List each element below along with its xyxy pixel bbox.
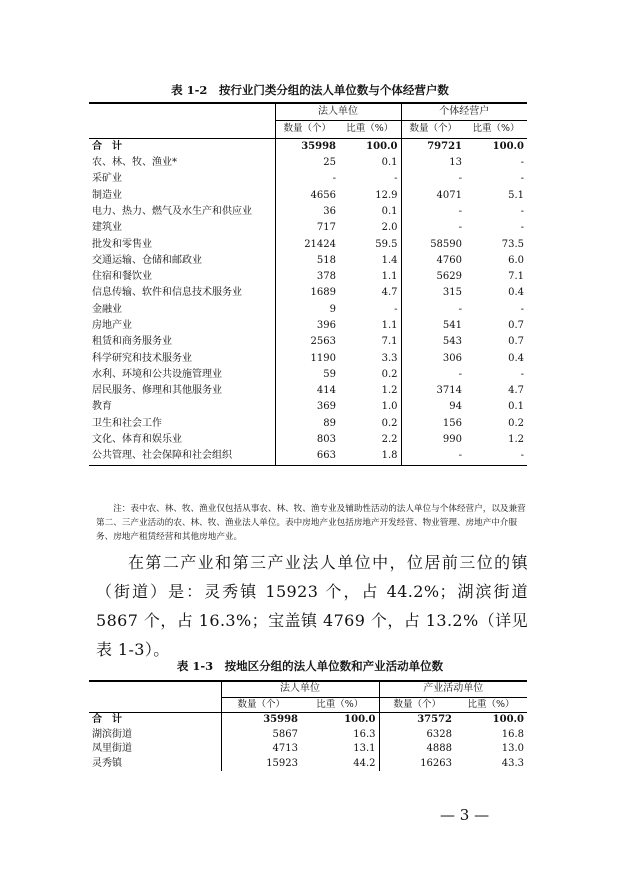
cell-value: 3.3 <box>339 350 401 366</box>
cell-value: 12.9 <box>339 187 401 203</box>
cell-value: 0.2 <box>508 417 524 429</box>
cell-value: 378 <box>316 271 336 283</box>
cell-value: 7.1 <box>508 271 524 283</box>
cell-value: 0.7 <box>508 336 524 348</box>
body-paragraph: 在第二产业和第三产业法人单位中，位居前三位的镇（街道）是：灵秀镇 15923 个，占 44.2%；湖滨街道 5867 个，占 16.3%；宝盖镇 4769 个，占 13.2%（详见表 1-3）。 <box>96 553 528 659</box>
corner-cell <box>89 121 275 138</box>
cell-value: 369 <box>316 401 336 413</box>
sub-header-count: 数量（个） <box>283 123 331 135</box>
cell-value: 663 <box>275 448 339 465</box>
row-label: 建筑业 <box>89 220 275 236</box>
group-header-individual: 个体经营户 <box>401 103 527 121</box>
cell-value: 16.8 <box>501 728 524 740</box>
row-label: 公共管理、社会保障和社会组织 <box>89 448 275 465</box>
cell-value: 990 <box>442 434 462 446</box>
table-row <box>89 285 527 301</box>
cell-value: 16263 <box>420 757 452 769</box>
row-label: 住宿和餐饮业 <box>89 269 275 285</box>
cell-value: 518 <box>316 254 336 266</box>
table-row <box>89 334 527 350</box>
cell-value: - <box>520 205 524 217</box>
cell-value: 58590 <box>430 238 462 250</box>
cell-value: 1190 <box>310 352 336 364</box>
cell-value: 35998 <box>221 713 301 728</box>
table-row <box>89 448 527 465</box>
cell-value: - <box>520 157 524 169</box>
row-label: 合 计 <box>89 138 275 155</box>
cell-value: 4071 <box>436 189 462 201</box>
cell-value: 4713 <box>272 743 298 755</box>
table-row <box>89 383 527 399</box>
table-row <box>89 432 527 448</box>
cell-value: 1.4 <box>339 253 401 269</box>
row-label: 信息传输、软件和信息技术服务业 <box>89 285 275 301</box>
row-label: 租赁和商务服务业 <box>89 334 275 350</box>
cell-value: 414 <box>316 385 336 397</box>
cell-value: 2563 <box>310 336 336 348</box>
cell-value: 44.2 <box>301 757 379 772</box>
table-row <box>89 367 527 383</box>
table-row <box>89 155 527 171</box>
group-header-legal-units: 法人单位 <box>221 681 379 697</box>
row-label: 水利、环境和公共设施管理业 <box>89 367 275 383</box>
cell-value: 79721 <box>401 138 465 155</box>
cell-value: - <box>520 303 524 315</box>
cell-value: 0.1 <box>339 204 401 220</box>
sub-header-count: 数量（个） <box>237 698 285 710</box>
cell-value: - <box>458 205 462 217</box>
table-row <box>89 416 527 432</box>
cell-value: 1.0 <box>339 399 401 415</box>
row-label: 金融业 <box>89 302 275 318</box>
cell-value: 43.3 <box>501 757 524 769</box>
row-label: 批发和零售业 <box>89 236 275 252</box>
table-row <box>89 269 527 285</box>
cell-value: 6.0 <box>508 254 524 266</box>
cell-value: 1689 <box>310 287 336 299</box>
row-label: 交通运输、仓储和邮政业 <box>89 253 275 269</box>
cell-value: - <box>458 303 462 315</box>
cell-value: 803 <box>316 434 336 446</box>
cell-value: 0.4 <box>508 287 524 299</box>
cell-value: 156 <box>442 417 462 429</box>
table-row <box>89 399 527 415</box>
cell-value: 100.0 <box>455 713 527 728</box>
row-label: 电力、热力、燃气及水生产和供应业 <box>89 204 275 220</box>
cell-value: 73.5 <box>501 238 524 250</box>
cell-value: 543 <box>442 336 462 348</box>
row-label: 农、林、牧、渔业* <box>89 155 275 171</box>
cell-value: - <box>458 173 462 185</box>
cell-value: 4888 <box>426 743 452 755</box>
cell-value: 100.0 <box>301 713 379 728</box>
row-label: 教育 <box>89 399 275 415</box>
cell-value: 1.2 <box>339 383 401 399</box>
cell-value: 0.2 <box>339 367 401 383</box>
row-label: 居民服务、修理和其他服务业 <box>89 383 275 399</box>
cell-value: - <box>520 368 524 380</box>
cell-value: 89 <box>323 417 336 429</box>
table-row <box>89 204 527 220</box>
cell-value: 16.3 <box>301 728 379 743</box>
row-label: 房地产业 <box>89 318 275 334</box>
table-sub-header-row <box>89 121 527 138</box>
table-row <box>89 318 527 334</box>
table-1-2-caption: 表 1-2 按行业门类分组的法人单位数与个体经营户数 <box>171 83 449 97</box>
cell-value: 59.5 <box>339 236 401 252</box>
cell-value: 396 <box>316 320 336 331</box>
cell-value: 13.1 <box>301 742 379 757</box>
cell-value: 2.2 <box>339 432 401 448</box>
cell-value: - <box>401 448 465 465</box>
table-row <box>89 171 527 187</box>
table-1-3 <box>89 680 527 771</box>
sub-header-share: 比重（%） <box>301 697 379 713</box>
table-sub-header-row <box>89 697 527 713</box>
row-label: 采矿业 <box>89 171 275 187</box>
row-label: 卫生和社会工作 <box>89 416 275 432</box>
cell-value: 5629 <box>436 271 462 283</box>
row-label: 制造业 <box>89 187 275 203</box>
cell-value: 5.1 <box>508 189 524 201</box>
row-label: 合 计 <box>89 713 221 728</box>
cell-value: - <box>339 302 401 318</box>
table-note: 注：表中农、林、牧、渔业仅包括从事农、林、牧、渔专业及辅助性活动的法人单位与个体经营户，以及兼营第二、三产业活动的农、林、牧、渔业法人单位。表中房地产业包括房地产开发经营、物业管理、房地产中介服务、房地产租赁经营和其他房地产业。 <box>96 504 526 542</box>
cell-value: 3714 <box>436 385 462 397</box>
cell-value: 717 <box>316 222 336 234</box>
row-label: 湖滨街道 <box>89 728 221 743</box>
cell-value: 0.7 <box>508 320 524 331</box>
table-row <box>89 757 527 772</box>
cell-value: 100.0 <box>465 138 527 155</box>
cell-value: - <box>520 173 524 185</box>
cell-value: 21424 <box>304 238 336 250</box>
table-row <box>89 220 527 236</box>
cell-value: 306 <box>442 352 462 364</box>
table-row <box>89 187 527 203</box>
cell-value: 13 <box>449 157 462 169</box>
page-number: — 3 — <box>440 806 490 824</box>
sub-header-count: 数量（个） <box>409 123 457 135</box>
cell-value: 13.0 <box>501 743 524 755</box>
cell-value: 36 <box>323 205 336 217</box>
cell-value: 0.1 <box>339 155 401 171</box>
table-row <box>89 236 527 252</box>
table-row <box>89 350 527 366</box>
row-label: 凤里街道 <box>89 742 221 757</box>
row-label: 灵秀镇 <box>89 757 221 772</box>
cell-value: 1.1 <box>339 318 401 334</box>
cell-value: 0.2 <box>339 416 401 432</box>
sub-header-share: 比重（%） <box>472 123 520 135</box>
cell-value: - <box>465 448 527 465</box>
cell-value: 4760 <box>436 254 462 266</box>
cell-value: 2.0 <box>339 220 401 236</box>
cell-value: - <box>332 173 336 185</box>
table-row <box>89 253 527 269</box>
cell-value: 9 <box>329 303 336 315</box>
cell-value: 5867 <box>272 728 298 740</box>
sub-header-share: 比重（%） <box>339 121 401 138</box>
cell-value: 1.1 <box>339 269 401 285</box>
cell-value: 94 <box>449 401 462 413</box>
sub-header-count: 数量（个） <box>393 698 441 710</box>
table-total-row <box>89 713 527 728</box>
group-header-activity-units: 产业活动单位 <box>379 681 527 697</box>
cell-value: - <box>520 222 524 234</box>
corner-cell <box>89 697 221 713</box>
cell-value: 15923 <box>266 757 298 769</box>
cell-value: 0.1 <box>508 401 524 413</box>
cell-value: 1.8 <box>339 448 401 465</box>
corner-cell <box>89 681 221 697</box>
table-1-3-caption: 表 1-3 按地区分组的法人单位数和产业活动单位数 <box>176 659 444 673</box>
cell-value: 35998 <box>275 138 339 155</box>
table-row <box>89 302 527 318</box>
table-group-header-row <box>89 681 527 697</box>
table-row <box>89 742 527 757</box>
row-label: 科学研究和技术服务业 <box>89 350 275 366</box>
cell-value: 59 <box>323 368 336 380</box>
cell-value: 4.7 <box>508 385 524 397</box>
corner-cell <box>89 103 275 121</box>
cell-value: 1.2 <box>508 434 524 446</box>
cell-value: 100.0 <box>339 138 401 155</box>
cell-value: - <box>458 222 462 234</box>
cell-value: 4.7 <box>339 285 401 301</box>
cell-value: 0.4 <box>508 352 524 364</box>
cell-value: 25 <box>323 157 336 169</box>
row-label: 文化、体育和娱乐业 <box>89 432 275 448</box>
cell-value: 315 <box>442 287 462 299</box>
table-group-header-row <box>89 103 527 121</box>
cell-value: 7.1 <box>339 334 401 350</box>
table-row <box>89 728 527 743</box>
cell-value: - <box>339 171 401 187</box>
cell-value: 37572 <box>379 713 455 728</box>
sub-header-share: 比重（%） <box>467 698 515 710</box>
cell-value: - <box>458 368 462 380</box>
cell-value: 6328 <box>426 728 452 740</box>
group-header-legal-units: 法人单位 <box>275 103 401 121</box>
table-1-2 <box>89 102 527 466</box>
cell-value: 4656 <box>310 189 336 201</box>
table-total-row <box>89 138 527 155</box>
cell-value: 541 <box>442 320 462 331</box>
